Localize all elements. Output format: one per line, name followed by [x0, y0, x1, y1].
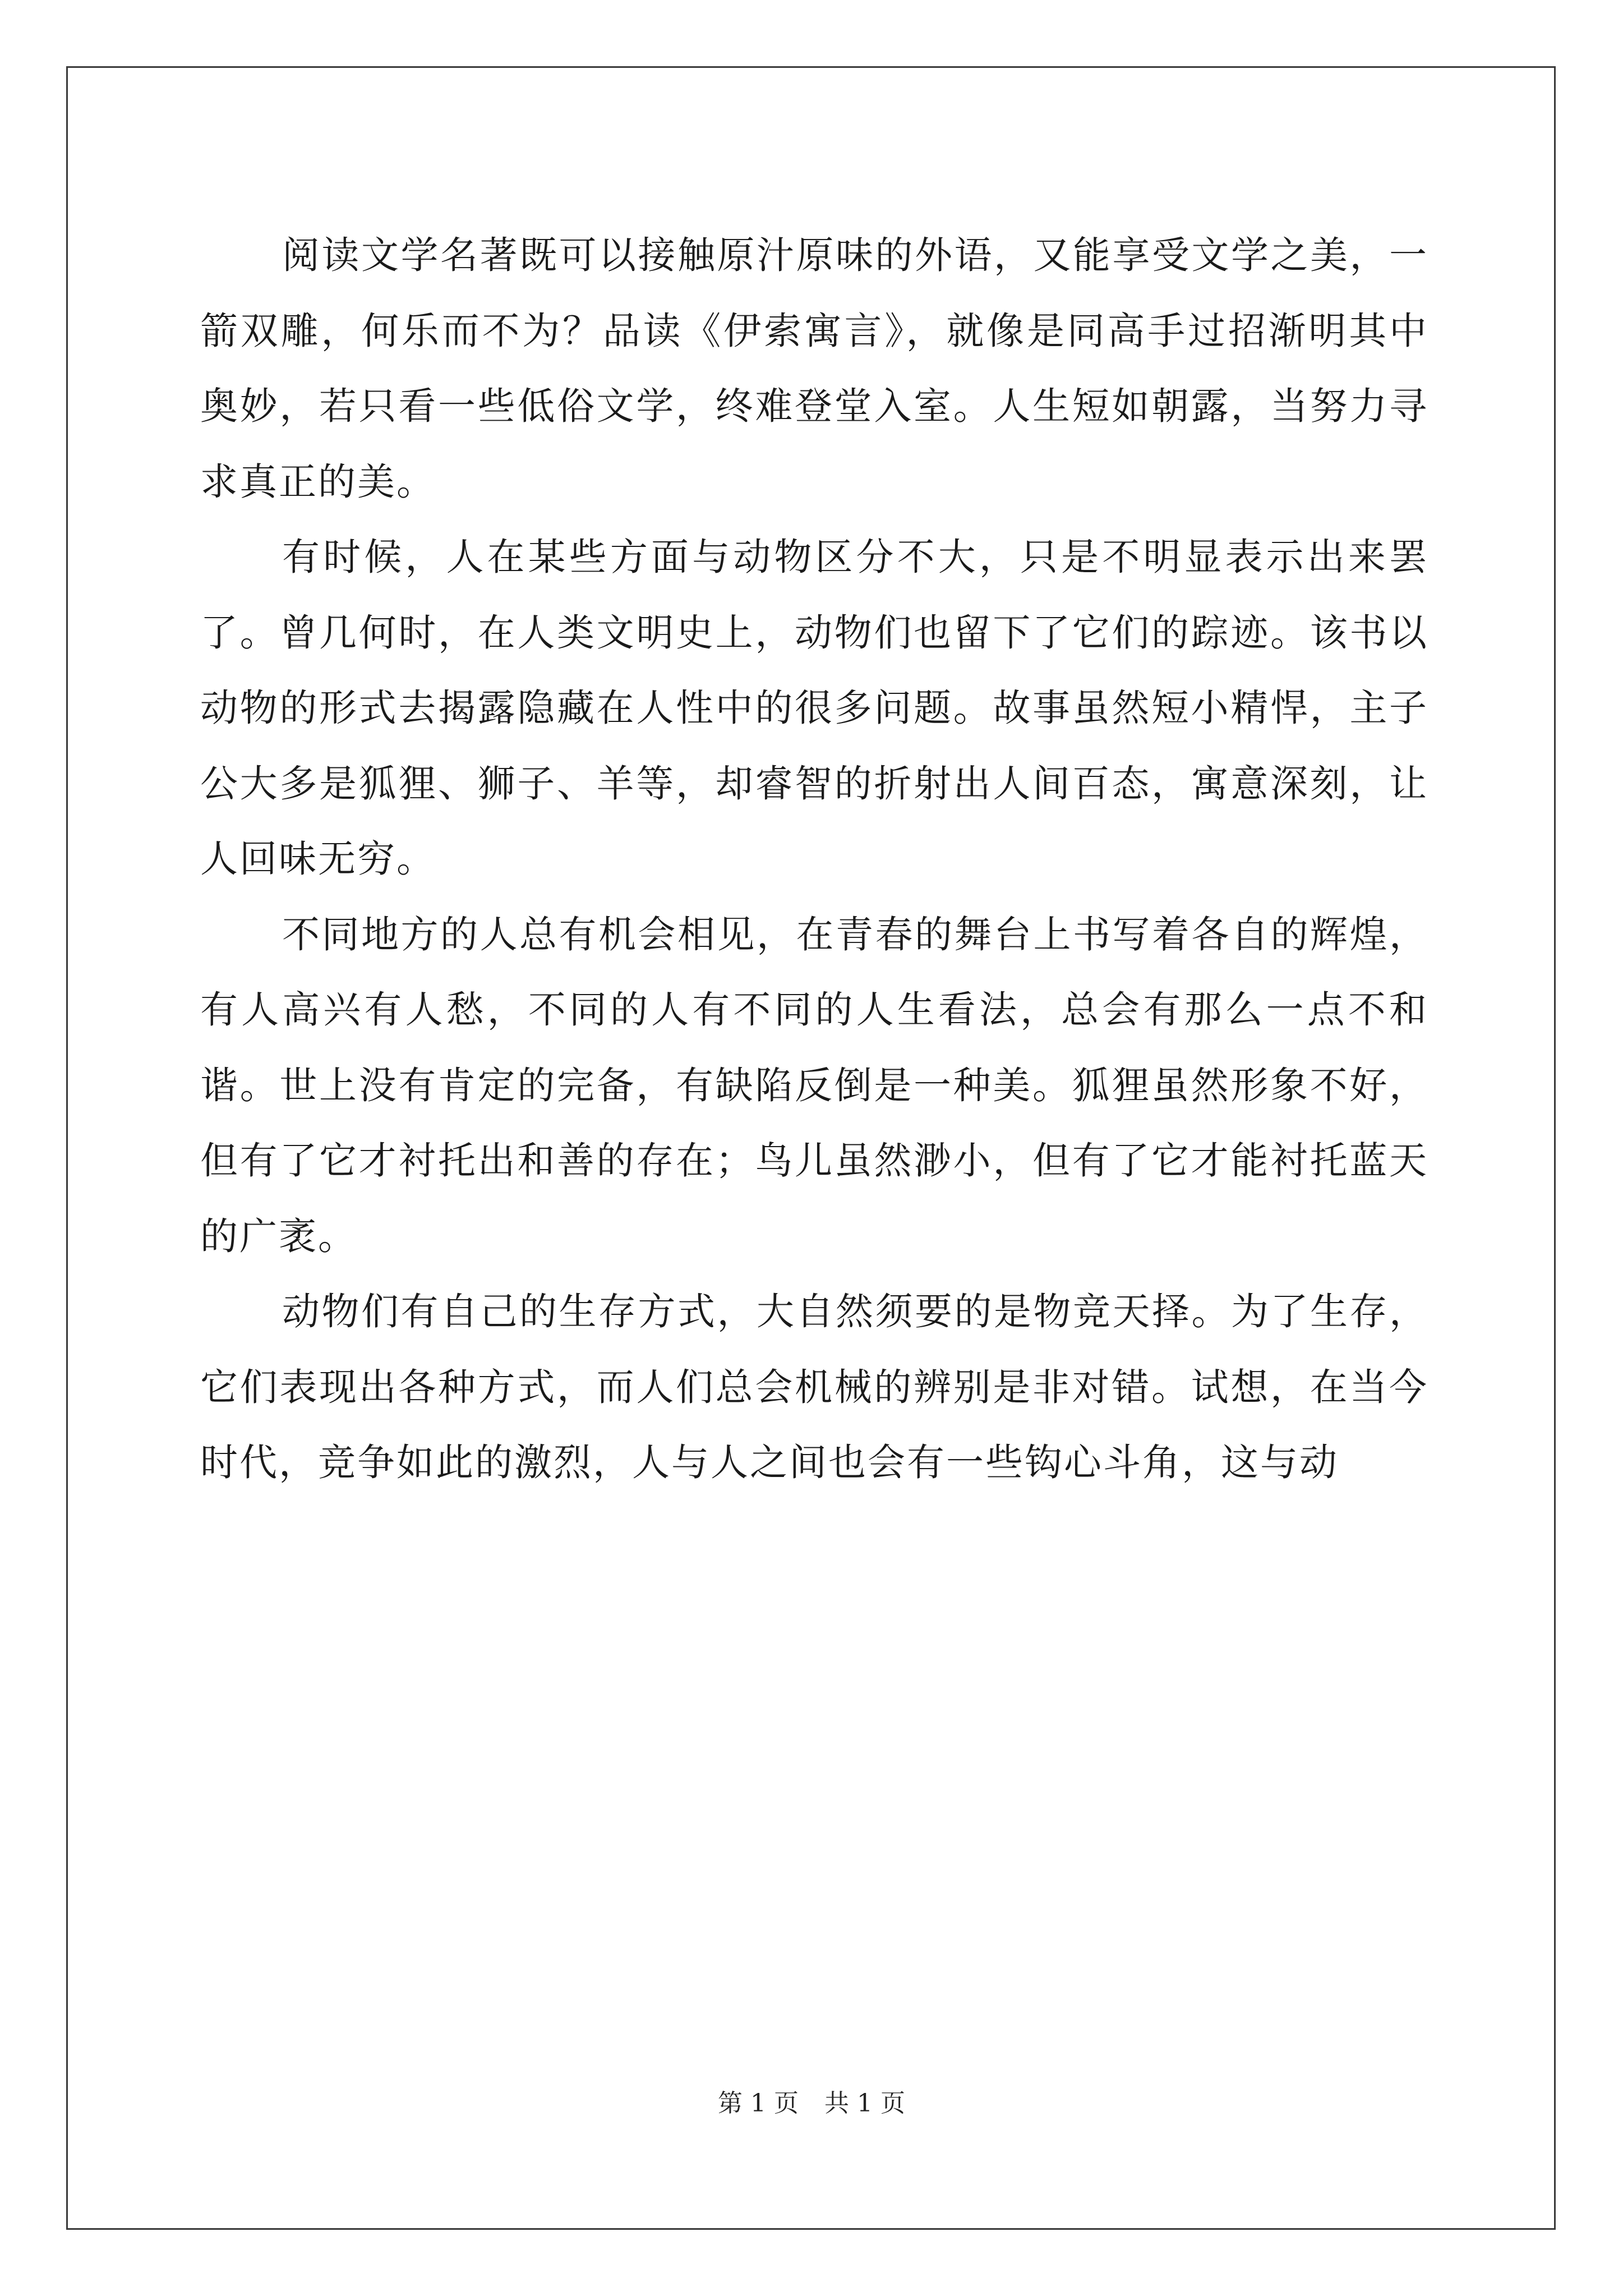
document-body	[200, 218, 1428, 1501]
page-number-total: 共 1 页	[824, 2089, 905, 2118]
paragraph: 阅读文学名著既可以接触原汁原味的外语，又能享受文学之美，一箭双雕，何乐而不为？品读《伊索寓言》，就像是同高手过招渐明其中奥妙，若只看一些低俗文学，终难登堂入室。人生短如朝露，当努力寻求真正的美。	[200, 233, 1428, 504]
page-footer	[0, 2087, 1623, 2120]
paragraph: 不同地方的人总有机会相见，在青春的舞台上书写着各自的辉煌，有人高兴有人愁，不同的人有不同的人生看法，总会有那么一点不和谐。世上没有肯定的完备，有缺陷反倒是一种美。狐狸虽然形象不好，但有了它才衬托出和善的存在；鸟儿虽然渺小，但有了它才能衬托蓝天的广袤。	[200, 912, 1428, 1258]
paragraph: 有时候，人在某些方面与动物区分不大，只是不明显表示出来罢了。曾几何时，在人类文明史上，动物们也留下了它们的踪迹。该书以动物的形式去揭露隐藏在人性中的很多问题。故事虽然短小精悍，主子公大多是狐狸、狮子、羊等，却睿智的折射出人间百态，寓意深刻，让人回味无穷。	[200, 535, 1428, 881]
page-number-current: 第 1 页	[718, 2089, 799, 2118]
paragraph: 动物们有自己的生存方式，大自然须要的是物竞天择。为了生存，它们表现出各种方式，而人们总会机械的辨别是非对错。试想，在当今时代，竞争如此的激烈，人与人之间也会有一些钩心斗角，这与动	[200, 1290, 1428, 1484]
